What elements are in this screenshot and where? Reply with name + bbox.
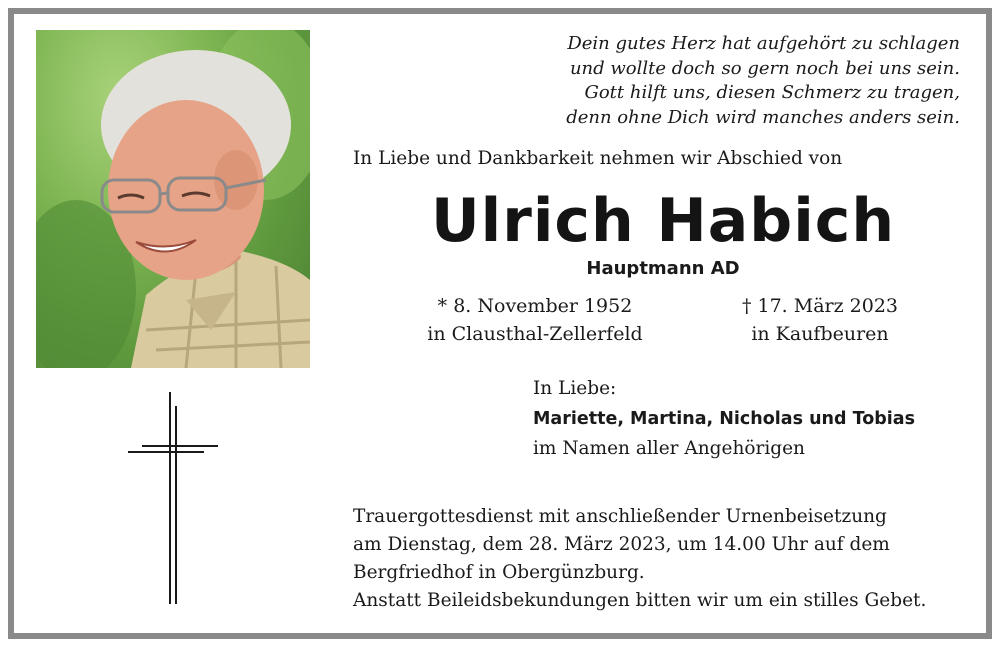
deceased-name: Ulrich Habich (430, 186, 896, 256)
death-date: † 17. März 2023 (741, 295, 899, 317)
mourners-note: im Namen aller Angehörigen (533, 438, 805, 459)
death-place: in Kaufbeuren (751, 323, 889, 345)
death-info (710, 292, 930, 348)
mourners-heading: In Liebe: (533, 378, 617, 399)
portrait-photo (36, 30, 310, 368)
poem-line: denn ohne Dich wird manches anders sein. (566, 106, 960, 128)
deceased-rank: Hauptmann AD (586, 258, 740, 279)
poem-line: Gott hilft uns, diesen Schmerz zu tragen, (584, 82, 960, 103)
service-line: am Dienstag, dem 28. März 2023, um 14.00 Uhr auf dem (353, 534, 890, 555)
service-line: Bergfriedhof in Obergünzburg. (353, 562, 645, 583)
farewell-intro: In Liebe und Dankbarkeit nehmen wir Abschied von (353, 148, 843, 169)
mourners-names: Mariette, Martina, Nicholas und Tobias (533, 409, 916, 429)
service-line: Trauergottesdienst mit anschließender Urnenbeisetzung (353, 506, 887, 527)
poem-line: Dein gutes Herz hat aufgehört zu schlagen (567, 33, 960, 54)
service-line: Anstatt Beileidsbekundungen bitten wir um ein stilles Gebet. (353, 590, 927, 611)
birth-place: in Clausthal-Zellerfeld (427, 323, 643, 345)
poem (520, 32, 960, 130)
birth-info (400, 292, 670, 348)
mourners (533, 374, 915, 464)
cross-icon (120, 388, 220, 608)
service-info (353, 503, 926, 615)
portrait-illustration (36, 30, 310, 368)
poem-line: und wollte doch so gern noch bei uns sein. (569, 57, 960, 79)
birth-date: * 8. November 1952 (437, 295, 633, 317)
